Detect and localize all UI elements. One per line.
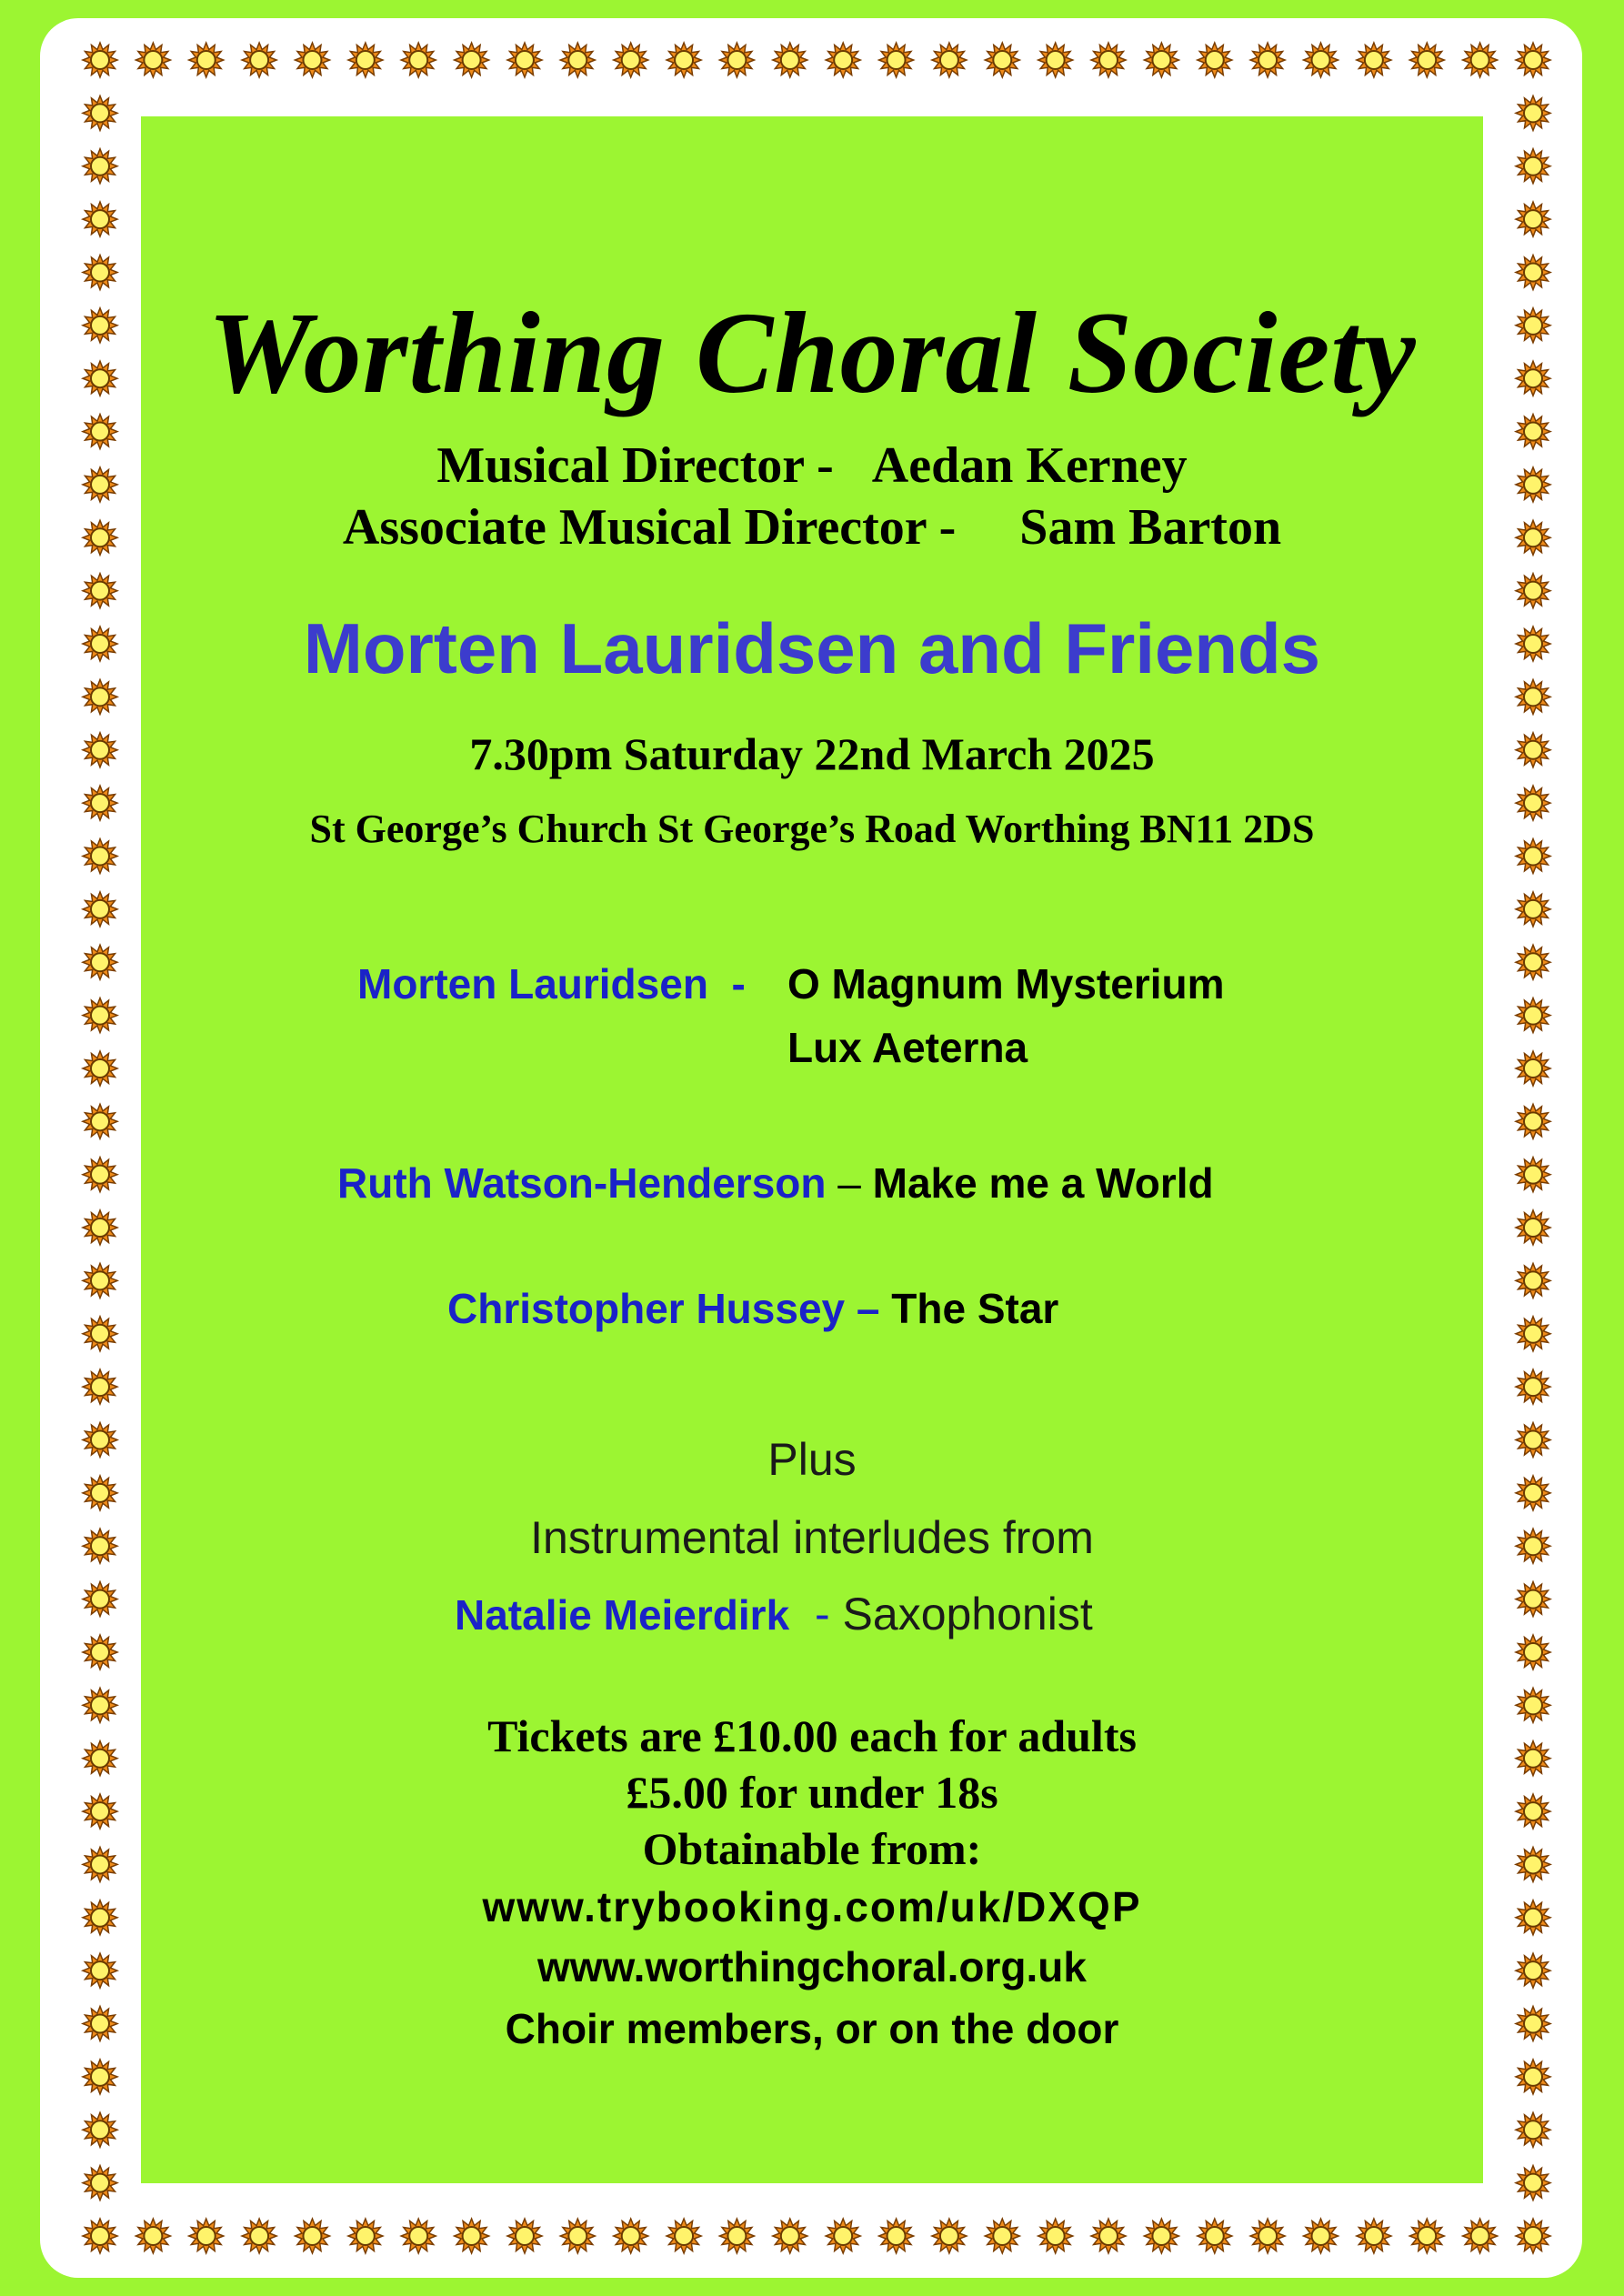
- sunflower-icon: [1516, 1317, 1550, 1351]
- sunflower-icon: [83, 2112, 117, 2147]
- sunflower-icon: [879, 43, 914, 77]
- sunflower-icon: [1144, 43, 1178, 77]
- sunflower-icon: [83, 1369, 117, 1404]
- sunflower-icon: [507, 2219, 542, 2253]
- sunflower-icon: [1516, 256, 1550, 290]
- work-title: O Magnum Mysterium: [787, 960, 1225, 1008]
- sunflower-icon: [1198, 43, 1232, 77]
- sunflower-icon: [1304, 43, 1338, 77]
- concert-venue: St George’s Church St George’s Road Worthing BN11 2DS: [309, 807, 1315, 851]
- sunflower-icon: [614, 43, 648, 77]
- work-title: Make me a World: [872, 1159, 1214, 1207]
- composer-name: Morten Lauridsen: [357, 960, 708, 1008]
- sunflower-icon: [83, 1051, 117, 1086]
- concert-datetime: 7.30pm Saturday 22nd March 2025: [469, 728, 1155, 779]
- obtainable-from: Obtainable from:: [642, 1823, 982, 1874]
- sunflower-icon: [1516, 149, 1550, 184]
- sunflower-icon: [296, 2219, 330, 2253]
- sunflower-icon: [83, 945, 117, 979]
- sunflower-icon: [932, 43, 967, 77]
- sunflower-icon: [985, 2219, 1019, 2253]
- sunflower-icon: [83, 95, 117, 130]
- sunflower-icon: [826, 43, 860, 77]
- sunflower-icon: [560, 43, 595, 77]
- sunflower-icon: [1516, 574, 1550, 608]
- other-ticket-sources: Choir members, or on the door: [505, 2005, 1119, 2052]
- sunflower-icon: [135, 2219, 170, 2253]
- sunflower-icon: [296, 43, 330, 77]
- sunflower-icon: [985, 43, 1019, 77]
- sunflower-icon: [83, 574, 117, 608]
- separator: –: [837, 1159, 861, 1207]
- sunflower-icon: [1144, 2219, 1178, 2253]
- sunflower-icon: [1516, 1158, 1550, 1192]
- sunflower-icon: [83, 1210, 117, 1245]
- society-website-link[interactable]: www.worthingchoral.org.uk: [537, 1943, 1087, 1990]
- separator: -: [814, 1589, 830, 1639]
- sunflower-icon: [1038, 43, 1073, 77]
- sunflower-icon: [719, 2219, 754, 2253]
- sunflower-icon: [1250, 43, 1285, 77]
- sunflower-icon: [83, 202, 117, 236]
- sunflower-icon: [879, 2219, 914, 2253]
- musical-director-line: [0, 436, 1624, 495]
- associate-director-line: [0, 498, 1624, 556]
- separator: -: [731, 960, 746, 1008]
- sunflower-icon: [83, 1104, 117, 1138]
- composer-name: Ruth Watson-Henderson: [337, 1159, 827, 1207]
- sunflower-icon: [83, 1582, 117, 1617]
- sunflower-icon: [83, 43, 117, 77]
- programme-item-watson-henderson: [337, 1158, 1214, 1208]
- society-title: Worthing Choral Society: [207, 288, 1417, 417]
- sunflower-icon: [135, 43, 170, 77]
- instrument: Saxophonist: [842, 1589, 1093, 1639]
- sunflower-icon: [1463, 2219, 1498, 2253]
- programme-item-lauridsen: [357, 959, 746, 1008]
- sunflower-icon: [1516, 202, 1550, 236]
- associate-director-name: Sam Barton: [1019, 499, 1282, 556]
- sunflower-icon: [1409, 2219, 1444, 2253]
- trybooking-link[interactable]: www.trybooking.com/uk/DXQP: [482, 1883, 1142, 1930]
- work-title: The Star: [891, 1285, 1059, 1332]
- sunflower-icon: [455, 43, 489, 77]
- sunflower-icon: [1516, 1263, 1550, 1298]
- musical-director-name: Aedan Kerney: [871, 437, 1188, 494]
- sunflower-icon: [1463, 43, 1498, 77]
- associate-director-label: Associate Musical Director -: [342, 499, 957, 556]
- sunflower-icon: [1304, 2219, 1338, 2253]
- sunflower-icon: [773, 2219, 807, 2253]
- sunflower-icon: [1357, 2219, 1391, 2253]
- sunflower-icon: [614, 2219, 648, 2253]
- sunflower-icon: [932, 2219, 967, 2253]
- sunflower-icon: [83, 2166, 117, 2201]
- separator: –: [856, 1285, 880, 1332]
- sunflower-icon: [83, 1635, 117, 1669]
- sunflower-icon: [1516, 2060, 1550, 2094]
- sunflower-icon: [1198, 2219, 1232, 2253]
- performer-line: [455, 1588, 1093, 1640]
- ticket-adult-price: Tickets are £10.00 each for adults: [487, 1710, 1137, 1761]
- sunflower-icon: [1516, 2219, 1550, 2253]
- sunflower-icon: [1516, 1635, 1550, 1669]
- sunflower-icon: [1516, 1582, 1550, 1617]
- sunflower-icon: [1516, 2166, 1550, 2201]
- interludes-text: Instrumental interludes from: [530, 1512, 1094, 1563]
- composer-name: Christopher Hussey: [447, 1285, 846, 1332]
- sunflower-icon: [719, 43, 754, 77]
- plus-text: Plus: [767, 1434, 857, 1485]
- sunflower-icon: [189, 2219, 224, 2253]
- sunflower-icon: [242, 2219, 276, 2253]
- sunflower-icon: [83, 1317, 117, 1351]
- sunflower-icon: [83, 998, 117, 1033]
- sunflower-icon: [1516, 892, 1550, 927]
- sunflower-icon: [242, 43, 276, 77]
- sunflower-icon: [83, 892, 117, 927]
- programme-item-hussey: [447, 1284, 1058, 1333]
- sunflower-icon: [667, 43, 701, 77]
- sunflower-icon: [1516, 1104, 1550, 1138]
- sunflower-icon: [1516, 2112, 1550, 2147]
- sunflower-icon: [507, 43, 542, 77]
- sunflower-icon: [189, 43, 224, 77]
- sunflower-icon: [1038, 2219, 1073, 2253]
- ticket-under18-price: £5.00 for under 18s: [626, 1767, 998, 1818]
- sunflower-icon: [1516, 1210, 1550, 1245]
- sunflower-icon: [83, 1263, 117, 1298]
- sunflower-icon: [1091, 2219, 1126, 2253]
- sunflower-icon: [1091, 43, 1126, 77]
- sunflower-icon: [401, 2219, 436, 2253]
- sunflower-icon: [455, 2219, 489, 2253]
- work-title: Lux Aeterna: [787, 1024, 1028, 1071]
- performer-name: Natalie Meierdirk: [455, 1591, 790, 1639]
- sunflower-icon: [773, 43, 807, 77]
- sunflower-icon: [1516, 95, 1550, 130]
- sunflower-icon: [1250, 2219, 1285, 2253]
- musical-director-label: Musical Director -: [436, 437, 834, 494]
- sunflower-icon: [348, 2219, 383, 2253]
- sunflower-icon: [667, 2219, 701, 2253]
- sunflower-icon: [83, 2060, 117, 2094]
- sunflower-icon: [1409, 43, 1444, 77]
- sunflower-icon: [1516, 1051, 1550, 1086]
- sunflower-icon: [1516, 945, 1550, 979]
- concert-title: Morten Lauridsen and Friends: [303, 608, 1321, 688]
- sunflower-icon: [1516, 998, 1550, 1033]
- sunflower-icon: [83, 1158, 117, 1192]
- sunflower-icon: [83, 256, 117, 290]
- sunflower-icon: [348, 43, 383, 77]
- sunflower-icon: [401, 43, 436, 77]
- sunflower-icon: [826, 2219, 860, 2253]
- sunflower-icon: [1516, 1369, 1550, 1404]
- sunflower-icon: [83, 2219, 117, 2253]
- sunflower-icon: [1357, 43, 1391, 77]
- sunflower-icon: [1516, 43, 1550, 77]
- sunflower-icon: [83, 149, 117, 184]
- sunflower-icon: [560, 2219, 595, 2253]
